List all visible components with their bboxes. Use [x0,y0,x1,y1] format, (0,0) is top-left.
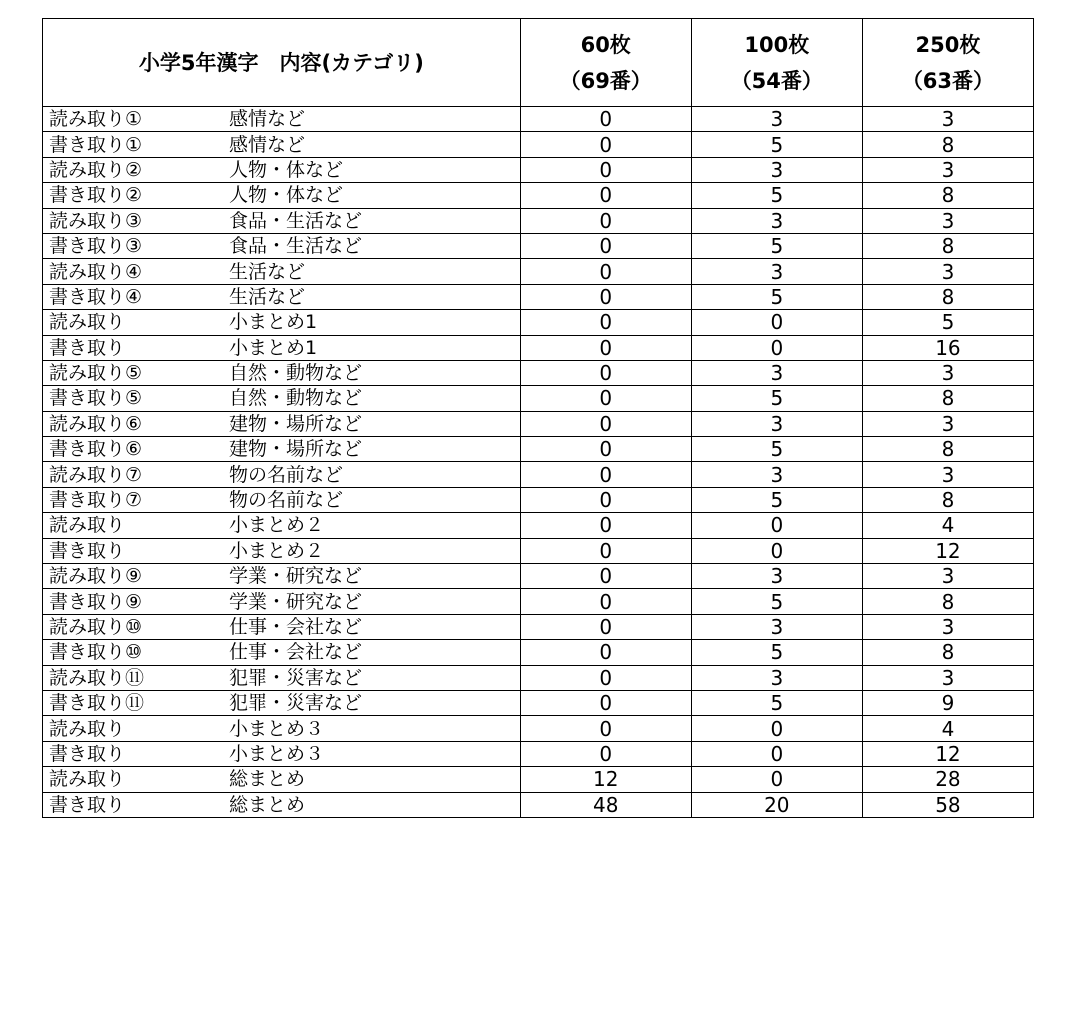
column-header-60 [520,19,691,107]
count-60-cell: 0 [520,157,691,182]
category-cell [43,538,521,563]
category-cell [43,640,521,665]
category-cell [43,310,521,335]
column-header-100-count: 100枚 [744,32,810,57]
count-60-cell: 0 [520,411,691,436]
count-250-cell: 4 [862,716,1033,741]
category-cell [43,589,521,614]
category-row [43,158,520,182]
category-label: 人物・体など [229,184,344,207]
count-60-cell: 0 [520,259,691,284]
table-row [43,335,1034,360]
category-row [43,564,520,588]
category-cell [43,716,521,741]
category-cell [43,360,521,385]
count-60-cell: 0 [520,741,691,766]
table-row [43,183,1034,208]
category-label: 感情など [229,133,306,156]
count-60-cell: 0 [520,437,691,462]
category-label: 小まとめ３ [229,717,325,740]
count-250-cell: 8 [862,437,1033,462]
category-label: 小まとめ２ [229,514,325,537]
category-cell [43,386,521,411]
count-60-cell: 0 [520,462,691,487]
count-250-cell: 28 [862,767,1033,792]
count-250-cell: 3 [862,564,1033,589]
table-title-text: 小学5年漢字 内容(カテゴリ) [138,50,424,75]
count-60-cell: 0 [520,335,691,360]
count-100-cell: 0 [691,513,862,538]
count-100-cell: 20 [691,792,862,817]
count-60-cell: 0 [520,513,691,538]
category-cell [43,741,521,766]
category-label: 感情など [229,108,306,131]
category-label: 自然・動物など [229,387,363,410]
question-type: 書き取り [49,742,126,765]
category-row [43,412,520,436]
count-60-cell: 0 [520,665,691,690]
count-60-cell: 0 [520,386,691,411]
count-250-cell: 4 [862,513,1033,538]
category-label: 建物・場所など [229,412,363,435]
table-row [43,690,1034,715]
question-type: 読み取り⑦ [49,463,143,486]
category-row [43,361,520,385]
question-type: 読み取り⑤ [49,362,143,385]
category-row [43,590,520,614]
count-250-cell: 12 [862,741,1033,766]
count-100-cell: 5 [691,233,862,258]
table-row [43,716,1034,741]
table-row [43,386,1034,411]
count-60-cell: 0 [520,183,691,208]
count-250-cell: 3 [862,360,1033,385]
category-label: 人物・体など [229,158,344,181]
table-row [43,360,1034,385]
column-header-250-count: 250枚 [915,32,981,57]
table-row [43,589,1034,614]
category-label: 総まとめ [229,793,306,816]
question-type: 読み取り⑥ [49,412,143,435]
table-row [43,640,1034,665]
category-row [43,463,520,487]
count-250-cell: 3 [862,462,1033,487]
count-100-cell: 5 [691,386,862,411]
table-row [43,208,1034,233]
category-label: 犯罪・災害など [229,692,363,715]
count-100-cell: 3 [691,462,862,487]
table-row [43,233,1034,258]
category-cell [43,513,521,538]
count-250-cell: 8 [862,589,1033,614]
category-row [43,310,520,334]
category-row [43,285,520,309]
count-60-cell: 0 [520,310,691,335]
category-cell [43,462,521,487]
count-250-cell: 5 [862,310,1033,335]
category-cell [43,614,521,639]
question-type: 読み取り [49,311,126,334]
category-row [43,386,520,410]
category-row [43,488,520,512]
table-row [43,614,1034,639]
category-label: 仕事・会社など [229,616,363,638]
category-cell [43,183,521,208]
category-row [43,133,520,157]
table-row [43,741,1034,766]
count-100-cell: 0 [691,716,862,741]
count-60-cell: 0 [520,716,691,741]
count-60-cell: 0 [520,284,691,309]
question-type: 読み取り [49,514,126,537]
column-header-60-id: （69番） [559,68,652,93]
question-type: 書き取り⑨ [49,590,143,613]
question-type: 書き取り [49,336,126,359]
count-100-cell: 3 [691,665,862,690]
category-label: 建物・場所など [229,438,363,461]
count-100-cell: 0 [691,538,862,563]
count-100-cell: 5 [691,437,862,462]
table-row [43,538,1034,563]
count-250-cell: 3 [862,157,1033,182]
category-cell [43,233,521,258]
count-250-cell: 8 [862,183,1033,208]
header-row [43,19,1034,107]
question-type: 書き取り① [49,133,143,156]
category-row [43,336,520,360]
category-row [43,437,520,461]
question-type: 書き取り⑥ [49,438,143,461]
count-60-cell: 0 [520,132,691,157]
table-row [43,767,1034,792]
count-100-cell: 5 [691,487,862,512]
question-type: 書き取り⑪ [49,692,145,715]
count-60-cell: 0 [520,690,691,715]
category-row [43,691,520,715]
count-250-cell: 3 [862,259,1033,284]
count-100-cell: 0 [691,767,862,792]
count-60-cell: 0 [520,589,691,614]
category-row [43,183,520,207]
category-label: 犯罪・災害など [229,666,363,689]
category-cell [43,208,521,233]
question-type: 読み取り④ [49,260,143,283]
count-100-cell: 0 [691,741,862,766]
question-type: 書き取り③ [49,235,143,258]
question-type: 読み取り⑨ [49,565,143,588]
column-header-100-id: （54番） [730,68,823,93]
table-row [43,437,1034,462]
category-row [43,209,520,233]
category-label: 学業・研究など [229,590,363,613]
kanji-content-table [42,18,1034,818]
column-header-250-id: （63番） [901,68,995,93]
count-250-cell: 3 [862,208,1033,233]
category-cell [43,690,521,715]
count-100-cell: 3 [691,360,862,385]
count-100-cell: 5 [691,640,862,665]
count-100-cell: 3 [691,564,862,589]
count-100-cell: 5 [691,284,862,309]
count-100-cell: 5 [691,132,862,157]
count-250-cell: 3 [862,411,1033,436]
table-row [43,513,1034,538]
table-row [43,310,1034,335]
count-250-cell: 9 [862,690,1033,715]
table-row [43,792,1034,817]
category-row [43,666,520,690]
count-100-cell: 3 [691,208,862,233]
count-250-cell: 8 [862,284,1033,309]
category-label: 仕事・会社など [229,641,363,664]
count-250-cell: 3 [862,665,1033,690]
table-body [43,107,1034,818]
table-row [43,157,1034,182]
column-header-250 [862,19,1033,107]
category-row [43,793,520,817]
category-label: 学業・研究など [229,565,363,588]
count-60-cell: 0 [520,538,691,563]
count-250-cell: 8 [862,640,1033,665]
category-label: 小まとめ２ [229,539,325,562]
question-type: 読み取り② [49,158,143,181]
category-cell [43,792,521,817]
count-60-cell: 0 [520,360,691,385]
category-label: 食品・生活など [229,235,363,258]
count-250-cell: 8 [862,386,1033,411]
question-type: 書き取り⑤ [49,387,143,410]
count-250-cell: 8 [862,487,1033,512]
question-type: 書き取り⑩ [49,641,143,664]
category-row [43,107,520,131]
column-header-60-count: 60枚 [580,32,631,57]
category-row [43,742,520,766]
category-label: 物の名前など [229,463,344,486]
count-60-cell: 0 [520,564,691,589]
count-100-cell: 3 [691,411,862,436]
category-cell [43,335,521,360]
count-60-cell: 12 [520,767,691,792]
count-100-cell: 5 [691,589,862,614]
table-row [43,107,1034,132]
category-label: 小まとめ1 [229,336,318,359]
question-type: 読み取り⑪ [49,666,145,689]
question-type: 書き取り④ [49,285,143,308]
category-row [43,260,520,284]
category-cell [43,284,521,309]
category-cell [43,411,521,436]
table-row [43,132,1034,157]
count-100-cell: 5 [691,690,862,715]
count-100-cell: 0 [691,335,862,360]
category-row [43,767,520,791]
category-cell [43,107,521,132]
category-cell [43,487,521,512]
category-label: 小まとめ1 [229,311,318,334]
count-100-cell: 3 [691,157,862,182]
question-type: 書き取り② [49,184,143,207]
question-type: 読み取り [49,768,126,791]
category-label: 小まとめ３ [229,742,325,765]
column-header-100 [691,19,862,107]
count-250-cell: 3 [862,107,1033,132]
count-60-cell: 0 [520,640,691,665]
count-100-cell: 3 [691,259,862,284]
table-row [43,564,1034,589]
count-250-cell: 58 [862,792,1033,817]
category-cell [43,564,521,589]
question-type: 書き取り⑦ [49,489,143,512]
count-60-cell: 48 [520,792,691,817]
category-label: 生活など [229,260,306,283]
category-row [43,615,520,639]
category-cell [43,259,521,284]
count-250-cell: 3 [862,614,1033,639]
category-label: 総まとめ [229,768,306,791]
table-row [43,487,1034,512]
count-60-cell: 0 [520,233,691,258]
table-title [43,19,521,107]
count-250-cell: 16 [862,335,1033,360]
category-row [43,234,520,258]
category-row [43,539,520,563]
category-cell [43,157,521,182]
question-type: 読み取り [49,717,126,740]
question-type: 書き取り [49,539,126,562]
table-row [43,411,1034,436]
category-label: 生活など [229,285,306,308]
category-label: 食品・生活など [229,209,363,232]
table-row [43,665,1034,690]
count-60-cell: 0 [520,107,691,132]
count-100-cell: 3 [691,107,862,132]
count-250-cell: 8 [862,233,1033,258]
category-cell [43,665,521,690]
count-60-cell: 0 [520,208,691,233]
category-label: 物の名前など [229,489,344,512]
category-row [43,640,520,664]
count-250-cell: 12 [862,538,1033,563]
count-60-cell: 0 [520,487,691,512]
count-250-cell: 8 [862,132,1033,157]
table-row [43,462,1034,487]
category-cell [43,132,521,157]
category-row [43,717,520,741]
table-row [43,259,1034,284]
count-100-cell: 0 [691,310,862,335]
table-row [43,284,1034,309]
category-cell [43,767,521,792]
count-60-cell: 0 [520,614,691,639]
question-type: 読み取り⑩ [49,616,143,638]
count-100-cell: 3 [691,614,862,639]
question-type: 読み取り③ [49,209,143,232]
question-type: 書き取り [49,793,126,816]
category-row [43,513,520,537]
category-label: 自然・動物など [229,362,363,385]
count-100-cell: 5 [691,183,862,208]
category-cell [43,437,521,462]
question-type: 読み取り① [49,108,143,131]
